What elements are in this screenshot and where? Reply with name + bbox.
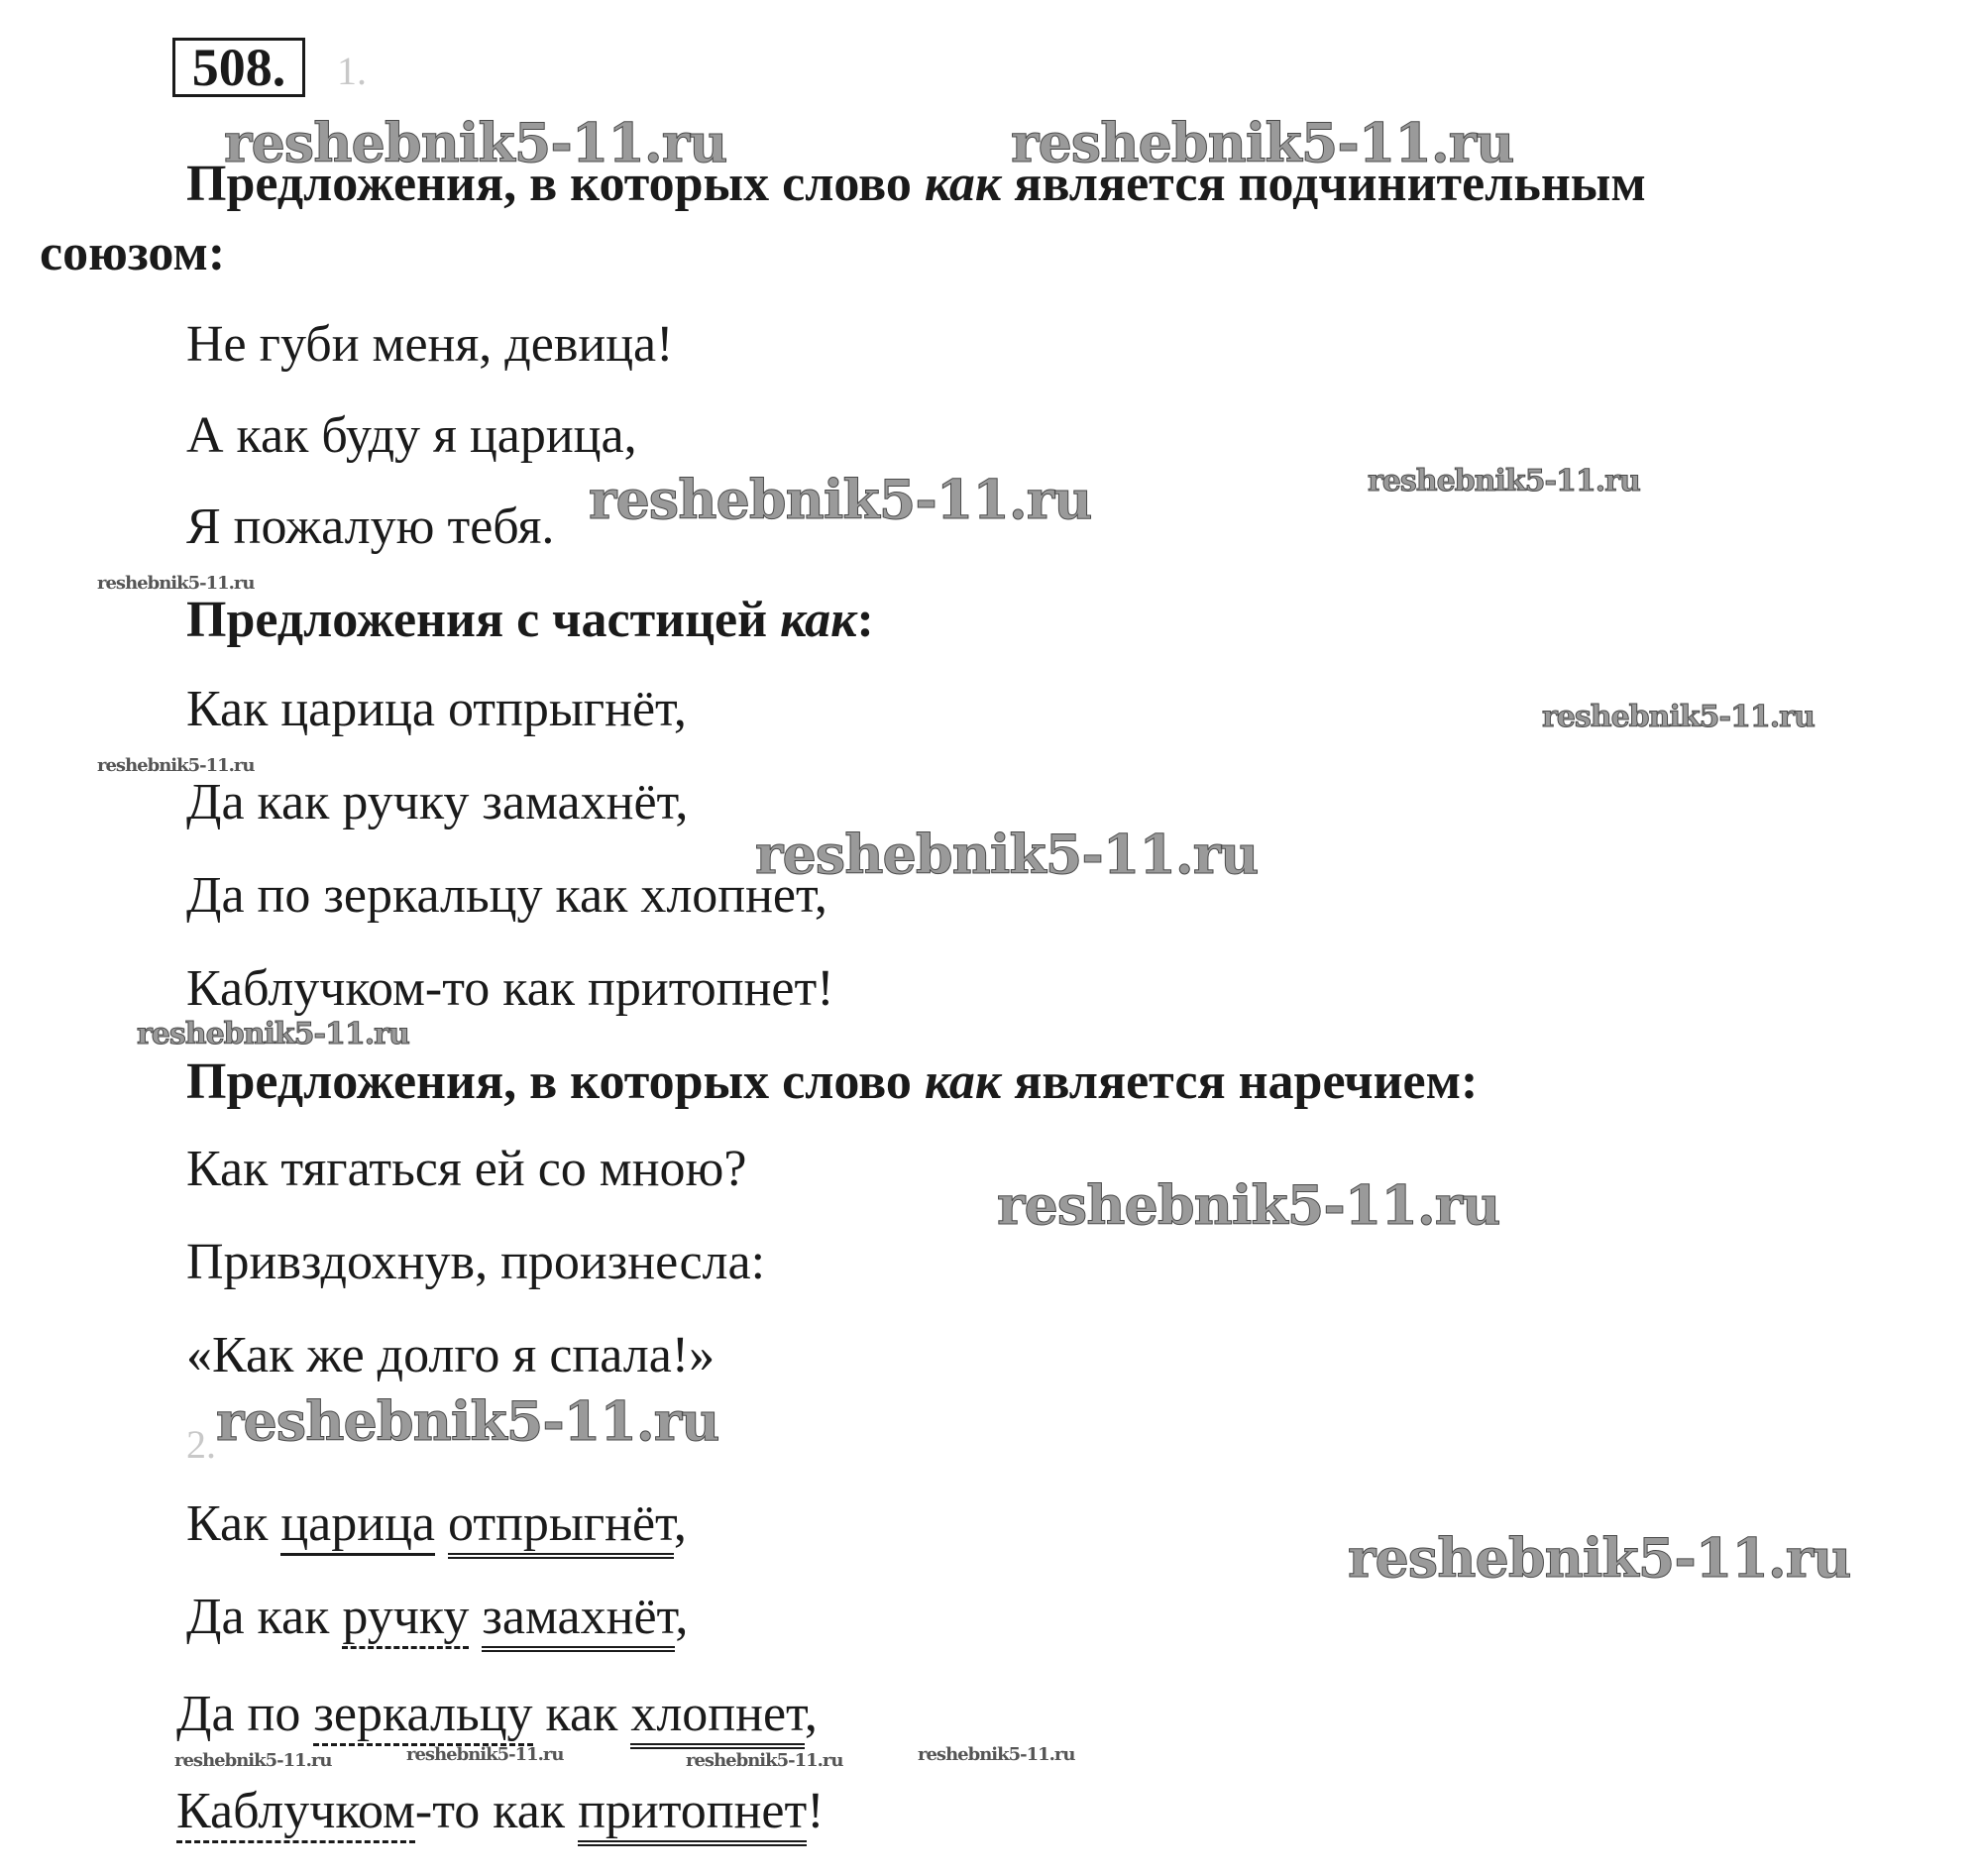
poem-line: Привздохнув, произнесла: <box>186 1234 766 1290</box>
watermark: reshebnik5-11.ru <box>137 1017 409 1051</box>
poem-line: Как царица отпрыгнёт, <box>186 681 687 737</box>
exercise-number: 508. <box>172 38 305 97</box>
poem-line: А как буду я царица, <box>186 407 637 464</box>
section-heading-conjunction-cont: союзом: <box>40 225 226 281</box>
watermark: reshebnik5-11.ru <box>1368 464 1640 498</box>
watermark: reshebnik5-11.ru <box>918 1744 1075 1765</box>
watermark: reshebnik5-11.ru <box>224 111 727 174</box>
object-word: Каблучком <box>176 1783 415 1843</box>
object-word: ручку <box>342 1589 469 1649</box>
section-heading-adverb: Предложения, в которых слово как является наречием: <box>186 1053 1479 1110</box>
object-word: зеркальцу <box>313 1686 532 1746</box>
section-heading-particle: Предложения с частицей как: <box>186 592 874 648</box>
poem-line: «Как же долго я спала!» <box>186 1327 716 1383</box>
poem-line: Да по зеркальцу как хлопнет, <box>186 867 827 924</box>
watermark: reshebnik5-11.ru <box>216 1389 719 1453</box>
watermark: reshebnik5-11.ru <box>589 468 1092 531</box>
watermark: reshebnik5-11.ru <box>1542 700 1815 734</box>
poem-line: Я пожалую тебя. <box>186 498 555 555</box>
poem-line: Да как ручку замахнёт, <box>186 774 689 830</box>
watermark: reshebnik5-11.ru <box>406 1744 564 1765</box>
parsed-line: Каблучком-то как притопнет! <box>176 1782 825 1841</box>
predicate-word: отпрыгнёт <box>448 1495 674 1559</box>
poem-line: Не губи меня, девица! <box>186 316 674 373</box>
poem-line: Как тягаться ей со мною? <box>186 1141 747 1197</box>
predicate-word: хлопнет <box>630 1686 805 1749</box>
predicate-word: замахнёт <box>482 1589 675 1652</box>
part-one-marker: 1. <box>337 49 367 93</box>
parsed-line: Да по зеркальцу как хлопнет, <box>176 1685 818 1744</box>
watermark: reshebnik5-11.ru <box>997 1173 1500 1237</box>
parsed-line: Да как ручку замахнёт, <box>186 1588 688 1647</box>
watermark: reshebnik5-11.ru <box>1348 1526 1851 1590</box>
watermark: reshebnik5-11.ru <box>1011 111 1514 174</box>
part-two-marker: 2. <box>186 1422 216 1467</box>
subject-word: царица <box>280 1495 435 1556</box>
parsed-line: Как царица отпрыгнёт, <box>186 1494 687 1554</box>
watermark: reshebnik5-11.ru <box>686 1750 843 1771</box>
watermark: reshebnik5-11.ru <box>755 823 1259 886</box>
watermark: reshebnik5-11.ru <box>97 573 255 594</box>
watermark: reshebnik5-11.ru <box>174 1750 332 1771</box>
section-heading-conjunction: Предложения, в которых слово как является подчинительным <box>186 156 1646 212</box>
watermark: reshebnik5-11.ru <box>97 755 255 776</box>
poem-line: Каблучком-то как притопнет! <box>186 960 834 1017</box>
predicate-word: притопнет <box>578 1783 807 1846</box>
